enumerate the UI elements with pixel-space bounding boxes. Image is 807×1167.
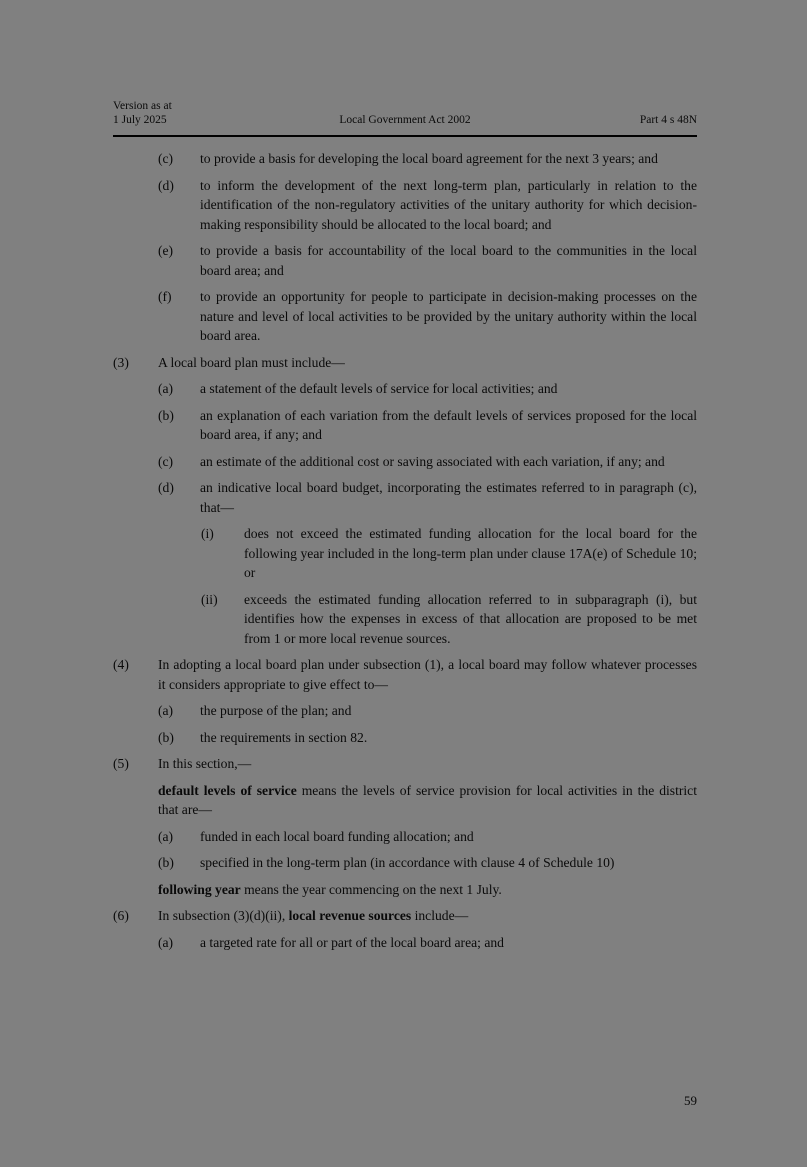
para-num: (b): [158, 855, 174, 870]
paragraph-5a: [113, 827, 697, 847]
definition-following-year: [113, 880, 697, 900]
paragraph-c: [113, 149, 697, 169]
paragraph-3a: [113, 379, 697, 399]
subsection-text: include—: [411, 908, 469, 923]
subparagraph-3d-i: [113, 524, 697, 583]
paragraph-3b: [113, 406, 697, 445]
para-text: to provide a basis for accountability of the local board to the communities in the local board area; and: [200, 243, 697, 278]
paragraph-4b: [113, 728, 697, 748]
paragraph-d: [113, 176, 697, 235]
page-number: 59: [684, 1093, 697, 1108]
subsection-4: [113, 655, 697, 694]
subsection-text: A local board plan must include—: [158, 354, 345, 370]
subsection-num: (6): [113, 908, 129, 923]
definition-text: means the levels of service provision for local activities in the district that are—: [158, 782, 697, 817]
para-num: (b): [158, 729, 174, 745]
version-date: 1 July 2025: [113, 114, 167, 126]
para-num: (a): [158, 381, 174, 396]
para-text: an indicative local board budget, incorporating the estimates referred to in paragraph (c), that—: [200, 480, 697, 515]
definition-default-levels: [113, 781, 697, 820]
para-text: a targeted rate for all or part of the local board area; and: [200, 934, 504, 950]
defined-term: default levels of service: [158, 782, 297, 798]
defined-term: following year: [158, 881, 241, 897]
para-text: the requirements in section 82.: [200, 729, 368, 745]
paragraph-6a: [113, 933, 697, 953]
para-num: (a): [158, 934, 174, 950]
para-text: funded in each local board funding allocation; and: [200, 828, 474, 844]
para-num: (c): [158, 151, 174, 166]
paragraph-4a: [113, 701, 697, 721]
para-text: an estimate of the additional cost or saving associated with each variation, if any; and: [200, 453, 665, 469]
para-num: (ii): [201, 591, 218, 607]
paragraph-3d: [113, 478, 697, 517]
page-header: [113, 99, 697, 137]
definition-text: means the year commencing on the next 1 July.: [240, 881, 502, 897]
subsection-num: (5): [113, 756, 129, 771]
part-reference: Part 4 s 48N: [639, 114, 697, 126]
para-num: (c): [158, 453, 174, 469]
para-text: exceeds the estimated funding allocation referred to in subparagraph (i), but identifies how the expenses in excess of that allocation are proposed to be met from 1 or more local revenue sources.: [244, 591, 697, 646]
subsection-num: (4): [113, 657, 129, 672]
subsection-text: In this section,—: [158, 756, 252, 771]
para-num: (d): [158, 177, 174, 193]
version-label: Version as at: [113, 100, 172, 112]
para-text: to inform the development of the next long-term plan, particularly in relation to the identification of the non-regulatory activities of the unitary authority for which decision-making responsibility should be allocated to the local board; and: [200, 177, 697, 232]
paragraph-f: [113, 287, 697, 346]
paragraph-3c: [113, 452, 697, 472]
para-text: to provide a basis for developing the local board agreement for the next 3 years; and: [200, 151, 658, 166]
paragraph-5b: [113, 853, 697, 873]
subsection-text: In subsection (3)(d)(ii),: [158, 908, 289, 923]
defined-term: local revenue sources: [288, 908, 412, 923]
para-num: (e): [158, 243, 174, 258]
para-num: (a): [158, 703, 174, 718]
para-text: a statement of the default levels of service for local activities; and: [200, 381, 558, 396]
para-text: does not exceed the estimated funding allocation for the local board for the following year included in the long-term plan under clause 17A(e) of Schedule 10; or: [244, 526, 697, 580]
para-text: to provide an opportunity for people to participate in decision-making processes on the nature and level of local activities to be provided by the unitary authority within the local board area.: [200, 289, 697, 343]
para-num: (i): [201, 526, 214, 541]
subparagraph-3d-ii: [113, 590, 697, 649]
document-page: [113, 99, 697, 952]
subsection-3: [113, 353, 697, 373]
para-num: (a): [158, 828, 174, 844]
paragraph-e: [113, 241, 697, 280]
subsection-5: [113, 754, 697, 774]
subsection-text: In adopting a local board plan under subsection (1), a local board may follow whatever processes it considers appropriate to give effect to—: [158, 657, 697, 692]
document-body: [113, 149, 697, 952]
act-title: Local Government Act 2002: [339, 114, 471, 126]
para-num: (f): [158, 289, 172, 304]
subsection-num: (3): [113, 354, 129, 370]
para-num: (b): [158, 407, 174, 423]
para-text: the purpose of the plan; and: [200, 703, 352, 718]
para-text: an explanation of each variation from the default levels of services proposed for the local board area, if any; and: [200, 407, 697, 442]
para-text: specified in the long-term plan (in accordance with clause 4 of Schedule 10): [200, 855, 615, 870]
para-num: (d): [158, 480, 174, 495]
subsection-6: [113, 906, 697, 926]
